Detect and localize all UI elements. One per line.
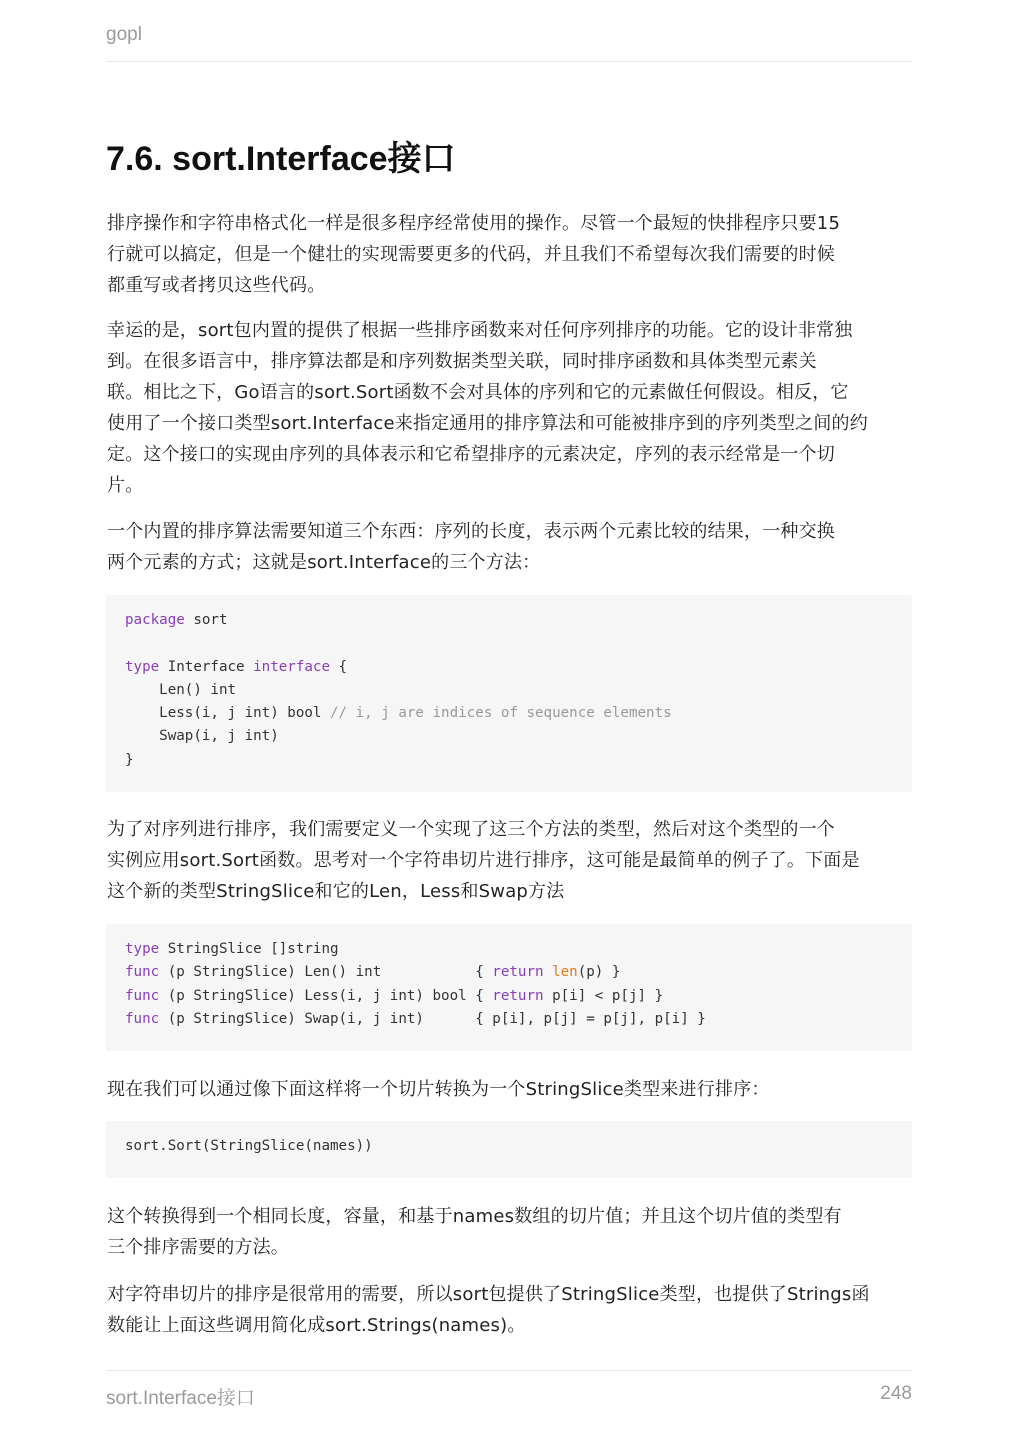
paragraph-line: 定。这个接口的实现由序列的具体表示和它希望排序的元素决定，序列的表示经常是一个切 <box>107 444 835 465</box>
code-keyword: return <box>492 987 544 1004</box>
code-text <box>544 964 553 980</box>
code-keyword: func <box>125 987 160 1004</box>
footer-chapter: sort.Interface接口 <box>106 1388 255 1409</box>
code-text: sort.Sort(StringSlice(names)) <box>125 1138 373 1154</box>
paragraph-line: 行就可以搞定，但是一个健壮的实现需要更多的代码，并且我们不希望每次我们需要的时候 <box>107 244 835 265</box>
paragraph <box>107 516 913 578</box>
paragraph-line: 幸运的是，sort包内置的提供了根据一些排序函数来对任何序列排序的功能。它的设计非常独 <box>107 320 853 341</box>
paragraph <box>107 1074 913 1105</box>
paragraph-line: 实例应用sort.Sort函数。思考对一个字符串切片进行排序，这可能是最简单的例子了。下面是 <box>107 850 860 871</box>
paragraph-line: 现在我们可以通过像下面这样将一个切片转换为一个StringSlice类型来进行排序： <box>107 1079 770 1100</box>
paragraph-line: 这个转换得到一个相同长度，容量，和基于names数组的切片值；并且这个切片值的类型有 <box>107 1206 842 1227</box>
code-line <box>125 938 893 961</box>
page-header <box>106 24 912 62</box>
paragraph-line: 对字符串切片的排序是很常用的需要，所以sort包提供了StringSlice类型，也提供了Strings函 <box>107 1284 870 1305</box>
code-keyword: package <box>125 612 185 628</box>
code-block-sort-call <box>106 1121 912 1178</box>
paragraph-line: 这个新的类型StringSlice和它的Len，Less和Swap方法 <box>107 881 565 902</box>
page-number: 248 <box>880 1383 912 1404</box>
paragraph-line: 一个内置的排序算法需要知道三个东西：序列的长度，表示两个元素比较的结果，一种交换 <box>107 521 835 542</box>
code-keyword: return <box>492 964 544 981</box>
code-text: sort <box>184 612 228 628</box>
paragraph-line: 为了对序列进行排序，我们需要定义一个实现了这三个方法的类型，然后对这个类型的一个 <box>107 819 835 840</box>
code-line <box>125 961 893 984</box>
code-text: } <box>125 751 134 768</box>
code-line <box>125 749 893 772</box>
code-builtin: len <box>552 964 578 981</box>
page-footer <box>106 1370 912 1419</box>
paragraph <box>107 315 913 501</box>
code-text: StringSlice []string <box>159 941 339 957</box>
code-line <box>125 632 893 655</box>
code-text: Interface <box>159 658 254 675</box>
code-line <box>125 609 893 632</box>
code-line <box>125 1008 893 1031</box>
paragraph-line: 排序操作和字符串格式化一样是很多程序经常使用的操作。尽管一个最短的快排程序只要15 <box>107 213 841 234</box>
code-keyword: func <box>125 964 160 981</box>
paragraph <box>107 1279 913 1341</box>
paragraph <box>107 1201 913 1263</box>
code-line <box>125 725 893 748</box>
code-text: (p StringSlice) Swap(i, j int) { p[i], p[j] = p[j], p[i] } <box>159 1010 706 1027</box>
code-line <box>125 985 893 1008</box>
code-text: { <box>330 658 348 675</box>
code-text: Len() int <box>125 681 237 698</box>
paragraph-line: 都重写或者拷贝这些代码。 <box>107 275 326 296</box>
paragraph-line: 数能让上面这些调用简化成sort.Strings(names)。 <box>107 1315 526 1336</box>
paragraph <box>107 814 913 907</box>
code-text: Less(i, j int) bool <box>125 705 330 722</box>
code-text: (p StringSlice) Less(i, j int) bool { <box>159 987 493 1004</box>
code-keyword: func <box>125 1010 160 1027</box>
book-title: gopl <box>106 24 142 45</box>
code-block-stringslice <box>106 924 912 1051</box>
code-text: (p StringSlice) Len() int { <box>159 964 493 981</box>
paragraph-line: 两个元素的方式；这就是sort.Interface的三个方法： <box>107 552 541 573</box>
code-keyword: type <box>125 941 160 957</box>
paragraph-line: 片。 <box>107 475 144 496</box>
code-line <box>125 702 893 725</box>
code-text: p[i] < p[j] } <box>543 987 664 1004</box>
paragraph-line: 三个排序需要的方法。 <box>107 1237 289 1258</box>
code-line <box>125 1135 893 1158</box>
code-comment: // i, j are indices of sequence elements <box>330 705 672 722</box>
paragraph <box>107 208 913 301</box>
section-title: 7.6. sort.Interface接口 <box>106 140 456 178</box>
code-line <box>125 656 893 679</box>
code-keyword: interface <box>253 658 331 675</box>
paragraph-line: 到。在很多语言中，排序算法都是和序列数据类型关联，同时排序函数和具体类型元素关 <box>107 351 817 372</box>
code-keyword: type <box>125 658 160 675</box>
code-text: Swap(i, j int) <box>125 728 279 745</box>
code-block-interface <box>106 595 912 792</box>
paragraph-line: 联。相比之下，Go语言的sort.Sort函数不会对具体的序列和它的元素做任何假设。相反，它 <box>107 382 849 403</box>
paragraph-line: 使用了一个接口类型sort.Interface来指定通用的排序算法和可能被排序到的序列类型之间的约 <box>107 413 868 434</box>
code-line <box>125 679 893 702</box>
code-text: (p) } <box>577 964 621 981</box>
